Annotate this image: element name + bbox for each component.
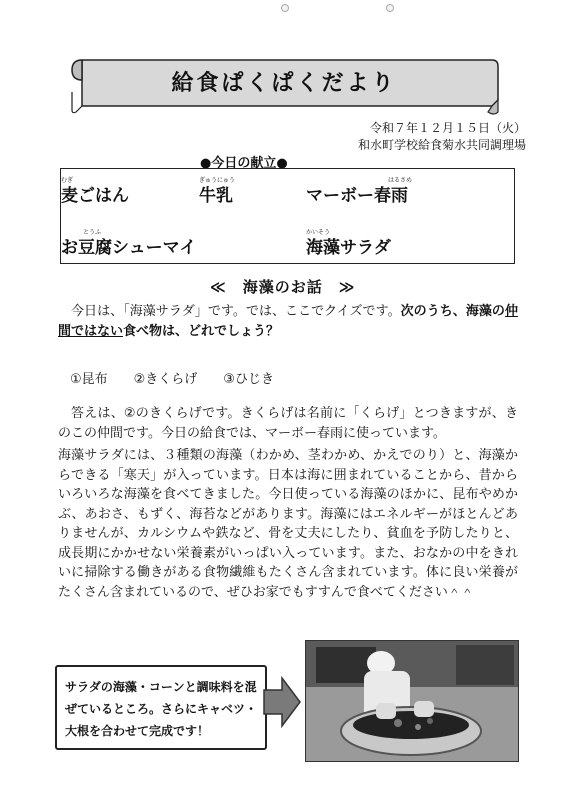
menu-item-label: 麦ごはん [61, 186, 129, 206]
answer-paragraph: 答えは、②のきくらげです。きくらげは名前に「くらげ」とつきますが、きのこの仲間です。今日の給食では、マーボー春雨に使っています。 [58, 406, 518, 441]
title-banner [68, 52, 500, 118]
quiz-choices: ①昆布 ②きくらげ ③ひじき [70, 372, 274, 387]
menu-item-ruby: むぎ [61, 177, 74, 184]
menu-item-ruby: とうふ [83, 229, 102, 236]
punch-hole-top-right [386, 4, 394, 12]
issue-info [358, 120, 526, 154]
menu-item-label: 海藻サラダ [306, 238, 391, 258]
menu-item-rice [61, 177, 129, 206]
punch-hole-top-left [281, 4, 289, 12]
menu-item-ruby: ぎゅうにゅう [199, 177, 235, 184]
article-title: ≪ 海藻のお話 ≫ [210, 278, 356, 296]
menu-item-label: 牛乳 [199, 186, 233, 206]
menu-item-seaweed-salad [306, 229, 391, 258]
menu-item-tofu-shumai [61, 229, 197, 258]
quiz-question-part-1: 次のうち、海藻の [400, 304, 505, 319]
arrow-right-icon [262, 674, 302, 734]
issue-date: 令和７年１２月１５日（火） [369, 121, 526, 135]
intro-text: 今日は、「海藻サラダ」です。では、ここでクイズです。 [71, 304, 401, 319]
cooking-photo [305, 640, 519, 762]
menu-item-mapo-harusame [306, 177, 413, 206]
publisher: 和水町学校給食菊水共同調理場 [357, 138, 526, 152]
body-paragraph: 海藻サラダには、３種類の海藻（わかめ、茎わかめ、かえでのり）と、海藻からできる「寒天」が入っています。日本は海に囲まれていることから、昔からいろいろな海藻を食べてきました。今日使っている海藻のほかに、昆布やめかぶ、あおさ、もずく、海苔などがあります。海藻にはエネルギーがほとんどありませんが、カルシウムや鉄など、骨を丈夫にしたり、貧血を予防したりと、成長期にかかせない栄養素がいっぱい入っています。また、おなかの中をきれいに掃除する働きがある食物繊維もたくさん含まれています。体に良い栄養がたくさん含まれているので、ぜひお家でもすすんで食べてください＾＾ [58, 448, 518, 600]
menu-item-label: マーボー春雨 [306, 186, 408, 206]
menu-item-ruby: はるさめ [388, 177, 413, 184]
menu-item-milk [199, 177, 235, 206]
quiz-question-emphasis: 仲間ではない [58, 304, 518, 339]
quiz-question-part-2: 食べ物は、どれでしょう？ [123, 323, 280, 339]
menu-box [60, 168, 515, 264]
menu-heading: ●今日の献立● [200, 156, 288, 171]
menu-item-label: お豆腐シューマイ [61, 238, 197, 258]
newsletter-title: 給食ぱくぱくだより [171, 71, 397, 96]
photo-caption: サラダの海藻・コーンと調味料を混ぜているところ。さらにキャベツ・大根を合わせて完成です！ [55, 665, 267, 750]
menu-item-ruby: かいそう [306, 229, 331, 236]
article-intro [58, 302, 518, 341]
